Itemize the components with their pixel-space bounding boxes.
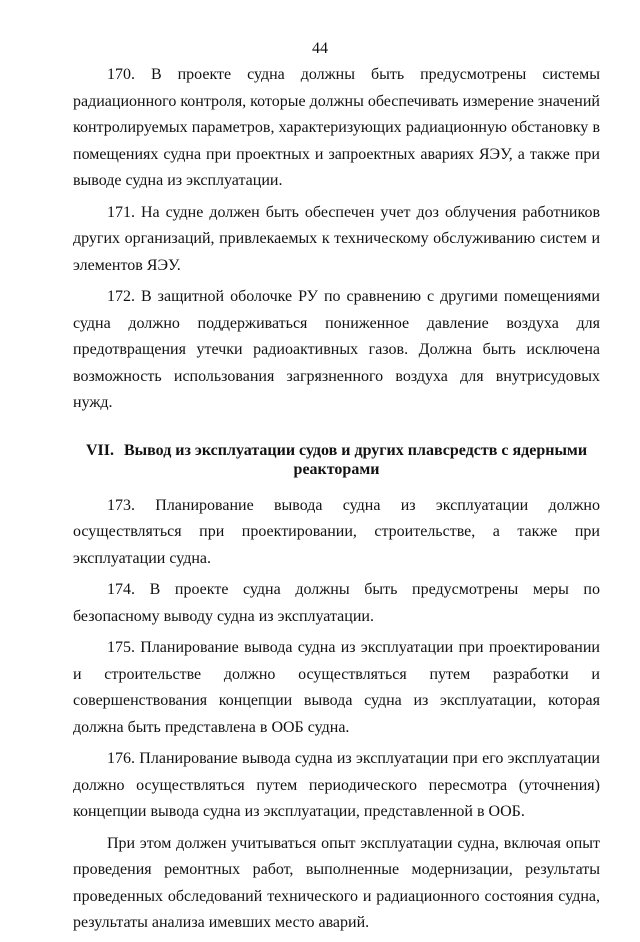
paragraph-174: 174. В проекте судна должны быть предусмотрены меры по безопасному выводу судна из эксплуатации. — [73, 581, 600, 625]
section-heading — [73, 441, 600, 479]
paragraph-176-continuation: При этом должен учитываться опыт эксплуатации судна, включая опыт проведения ремонтных работ, выполненные модернизации, результаты проведенных обследований технического и радиационного состояния судна, результаты анализа имевших место аварий. — [73, 834, 600, 931]
page-number: 44 — [312, 40, 328, 57]
paragraph-175: 175. Планирование вывода судна из эксплуатации при проектировании и строительстве должно осуществляться путем разработки и совершенствования концепции вывода судна из эксплуатации, которая должна быть представлена в ООБ судна. — [73, 639, 600, 736]
paragraph-170: 170. В проекте судна должны быть предусмотрены системы радиационного контроля, которые должны обеспечивать измерение значений контролируемых параметров, характеризующих радиационную обстановку в помещениях судна при проектных и запроектных авариях ЯЭУ, а также при выводе судна из эксплуатации. — [73, 66, 600, 189]
section-number: VII. — [85, 441, 114, 459]
paragraph-172: 172. В защитной оболочке РУ по сравнению с другими помещениями судна должно поддерживаться пониженное давление воздуха для предотвращения утечки радиоактивных газов. Должна быть исключена возможность использования загрязненного воздуха для внутрисудовых нужд. — [73, 288, 600, 411]
paragraph-171: 171. На судне должен быть обеспечен учет доз облучения работников других организаций, привлекаемых к техническому обслуживанию систем и элементов ЯЭУ. — [73, 203, 600, 274]
paragraph-176: 176. Планирование вывода судна из эксплуатации при его эксплуатации должно осуществляться путем периодического пересмотра (уточнения) концепции вывода судна из эксплуатации, представленной в ООБ. — [73, 750, 600, 820]
section-title: Вывод из эксплуатации судов и других плавсредств с ядерными реакторами — [123, 441, 588, 478]
paragraph-173: 173. Планирование вывода судна из эксплуатации должно осуществляться при проектировании, строительстве, а также при эксплуатации судна. — [73, 496, 600, 567]
page-body — [73, 62, 600, 942]
